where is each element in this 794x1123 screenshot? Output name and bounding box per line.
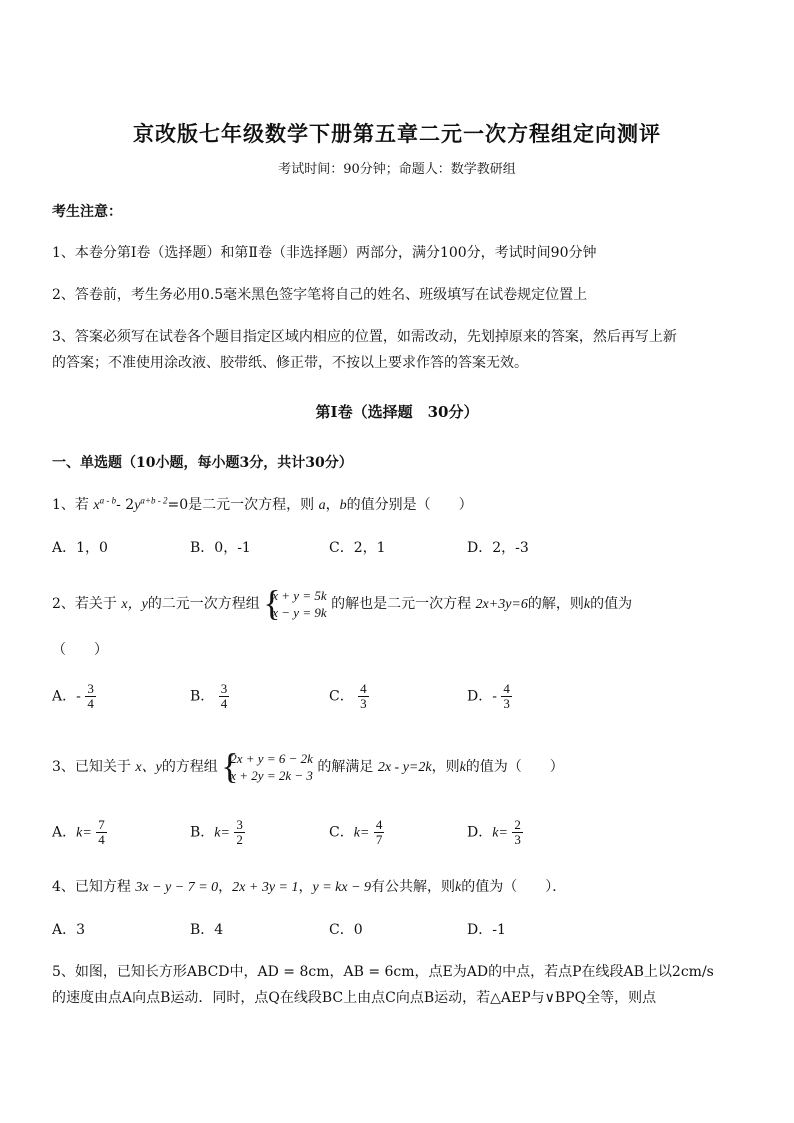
q2-equation-system (263, 583, 327, 623)
q3-option-c-lhs: k= (353, 825, 370, 841)
q1-exp-b: a+b - 2 (140, 495, 168, 506)
q3-option-a-den: 4 (98, 832, 105, 847)
q1-eq-mid: - 2 (116, 497, 135, 513)
q4-k: k (455, 880, 462, 895)
q3-end: 的值为（ ） (465, 759, 564, 775)
q4-sep2: ， (298, 879, 313, 895)
q3-prefix: 3、已知关于 (52, 759, 131, 775)
q4-sep1: ， (218, 879, 233, 895)
q1-var-y: y (134, 498, 141, 513)
q3-option-a-num: 7 (98, 817, 105, 832)
q2-tail: 的解，则 (527, 596, 584, 612)
exam-info: 考试时间：90分钟；命题人：数学教研组 (278, 162, 516, 177)
q3-option-c-fraction (374, 818, 385, 847)
q3-brace: { (221, 746, 239, 786)
q2-prefix: 2、若关于 (52, 596, 117, 612)
q3-option-b-letter: B． (190, 824, 215, 841)
q1-tail: 的值分别是（ ） (346, 497, 473, 513)
q3-option-c[interactable] (329, 818, 384, 847)
q3-option-b-fraction (234, 818, 245, 847)
question-3 (52, 746, 564, 786)
q4-mid: 有公共解，则 (371, 879, 456, 895)
q2-option-a-den: 4 (87, 696, 94, 711)
question-4 (52, 876, 566, 896)
q2-option-d-den: 3 (503, 696, 510, 711)
q3-option-a-letter: A． (52, 824, 77, 841)
q1-eq-end: =0 (167, 497, 189, 513)
page-title: 京改版七年级数学下册第五章二元一次方程组定向测评 (133, 121, 661, 146)
q1-option-c[interactable]: C．2，1 (329, 540, 386, 556)
q2-option-d-letter: D． (467, 688, 493, 705)
q2-option-d-sign: - (492, 688, 497, 705)
q1-option-a[interactable]: A．1，0 (52, 540, 108, 556)
q2-brace: { (263, 583, 281, 623)
q2-option-b-num: 3 (220, 681, 228, 696)
q2-end: 的值为 (590, 596, 633, 612)
q3-eq: 2x - y=2k (377, 760, 432, 775)
q4-eq2: 2x + 3y = 1 (232, 880, 299, 895)
question-5-line-2: 的速度由点A向点B运动．同时，点Q在线段BC上由点C向点B运动，若△AEP与∨BPQ全等，则点 (52, 990, 657, 1006)
q3-mid: 的方程组 (161, 759, 218, 775)
q4-option-c[interactable]: C．0 (329, 922, 363, 938)
q1-prefix: 1、若 (52, 497, 89, 513)
notice-item-2: 2、答卷前，考生务必用0.5毫米黑色签字笔将自己的姓名、班级填写在试卷规定位置上 (52, 287, 588, 303)
q1-suffix: 是二元一次方程，则 (188, 497, 315, 513)
q3-option-d-num: 2 (514, 817, 521, 832)
q2-option-b[interactable] (190, 682, 229, 711)
q3-sys-line-1: 2x + y = 6 − 2k (230, 751, 313, 766)
q2-option-b-letter: B． (190, 688, 215, 705)
q4-eq1: 3x − y − 7 = 0 (135, 880, 219, 895)
q2-option-b-den: 4 (220, 696, 228, 711)
q2-k: k (583, 597, 591, 612)
q3-option-c-den: 7 (375, 832, 383, 847)
q2-option-c-fraction (358, 682, 369, 711)
q3-option-b-num: 3 (236, 817, 243, 832)
q3-option-d-letter: D． (467, 824, 493, 841)
part-title: 一、单选题（10小题，每小题3分，共计30分） (52, 455, 353, 471)
q3-option-b-den: 2 (236, 832, 243, 847)
q2-option-c-num: 4 (360, 681, 367, 696)
q3-option-d-lhs: k= (492, 825, 508, 841)
q3-option-c-num: 4 (375, 817, 383, 832)
q3-option-b[interactable] (190, 818, 245, 847)
q2-option-c-letter: C． (329, 688, 354, 705)
q2-option-a-sign: - (76, 688, 81, 705)
q1-var-x: x (93, 498, 100, 513)
q3-tail: ，则 (431, 759, 460, 775)
q2-option-d-num: 4 (503, 681, 510, 696)
q2-option-a-letter: A． (52, 688, 77, 705)
q2-sys-line-1: x + y = 5k (272, 588, 327, 603)
q3-option-d-den: 3 (514, 832, 521, 847)
q4-end: 的值为（ ）． (461, 879, 567, 895)
q2-paren: （ ） (52, 642, 108, 658)
q2-mid: 的二元一次方程组 (147, 596, 260, 612)
q1-comma: ， (325, 497, 340, 513)
q3-option-a-fraction (96, 818, 107, 847)
q2-option-a-num: 3 (87, 681, 94, 696)
q3-option-a-lhs: k= (76, 825, 92, 841)
q3-option-c-letter: C． (329, 824, 354, 841)
q2-option-d-fraction (501, 682, 512, 711)
q4-option-d[interactable]: D．-1 (467, 922, 506, 938)
q2-option-a[interactable] (52, 682, 96, 711)
q2-option-a-fraction (85, 682, 96, 711)
question-2 (52, 583, 633, 623)
q3-k: k (459, 760, 466, 775)
q2-eq: 2x+3y=6 (475, 597, 528, 612)
q2-option-b-fraction (219, 682, 230, 711)
q3-sys-line-2: x + 2y = 2k − 3 (230, 768, 313, 783)
question-1 (52, 494, 473, 514)
q1-var-a: a (318, 498, 326, 513)
notice-item-3: 3、答案必须写在试卷各个题目指定区域内相应的位置，如需改动，先划掉原来的答案，然后再写上新 (52, 329, 677, 345)
notice-item-1: 1、本卷分第Ⅰ卷（选择题）和第Ⅱ卷（非选择题）两部分，满分100分，考试时间90分钟 (52, 245, 597, 261)
q1-option-b[interactable]: B．0，-1 (190, 540, 251, 556)
q1-option-d[interactable]: D．2，-3 (467, 540, 529, 556)
notice-heading: 考生注意： (52, 204, 122, 220)
q2-vars: x，y (121, 597, 148, 612)
q2-option-c-den: 3 (360, 696, 367, 711)
q3-vars: x、y (135, 760, 162, 775)
q3-option-d-fraction (512, 818, 523, 847)
q4-option-a[interactable]: A．3 (52, 922, 86, 938)
q2-option-d[interactable] (467, 682, 512, 711)
q2-sys-line-2: x − y = 9k (272, 605, 327, 620)
question-5-line-1: 5、如图，已知长方形ABCD中，AD = 8cm，AB = 6cm，点E为AD的中点，若点P在线段AB上以2cm/s (52, 964, 714, 980)
q4-eq3: y = kx − 9 (312, 880, 372, 895)
q3-equation-system (221, 746, 313, 786)
q4-prefix: 4、已知方程 (52, 879, 131, 895)
q4-option-b[interactable]: B．4 (190, 922, 224, 938)
q2-after: 的解也是二元一次方程 (331, 596, 472, 612)
section-heading: 第Ⅰ卷（选择题 30分） (315, 403, 479, 421)
q1-var-b: b (339, 498, 347, 513)
q1-exp-a: a - b (99, 495, 117, 506)
q3-option-d[interactable] (467, 818, 523, 847)
q3-option-a[interactable] (52, 818, 107, 847)
q3-after: 的解满足 (317, 759, 374, 775)
q2-option-c[interactable] (329, 682, 369, 711)
q3-option-b-lhs: k= (214, 825, 230, 841)
notice-item-3-cont: 的答案；不准使用涂改液、胶带纸、修正带，不按以上要求作答的答案无效。 (52, 355, 528, 371)
